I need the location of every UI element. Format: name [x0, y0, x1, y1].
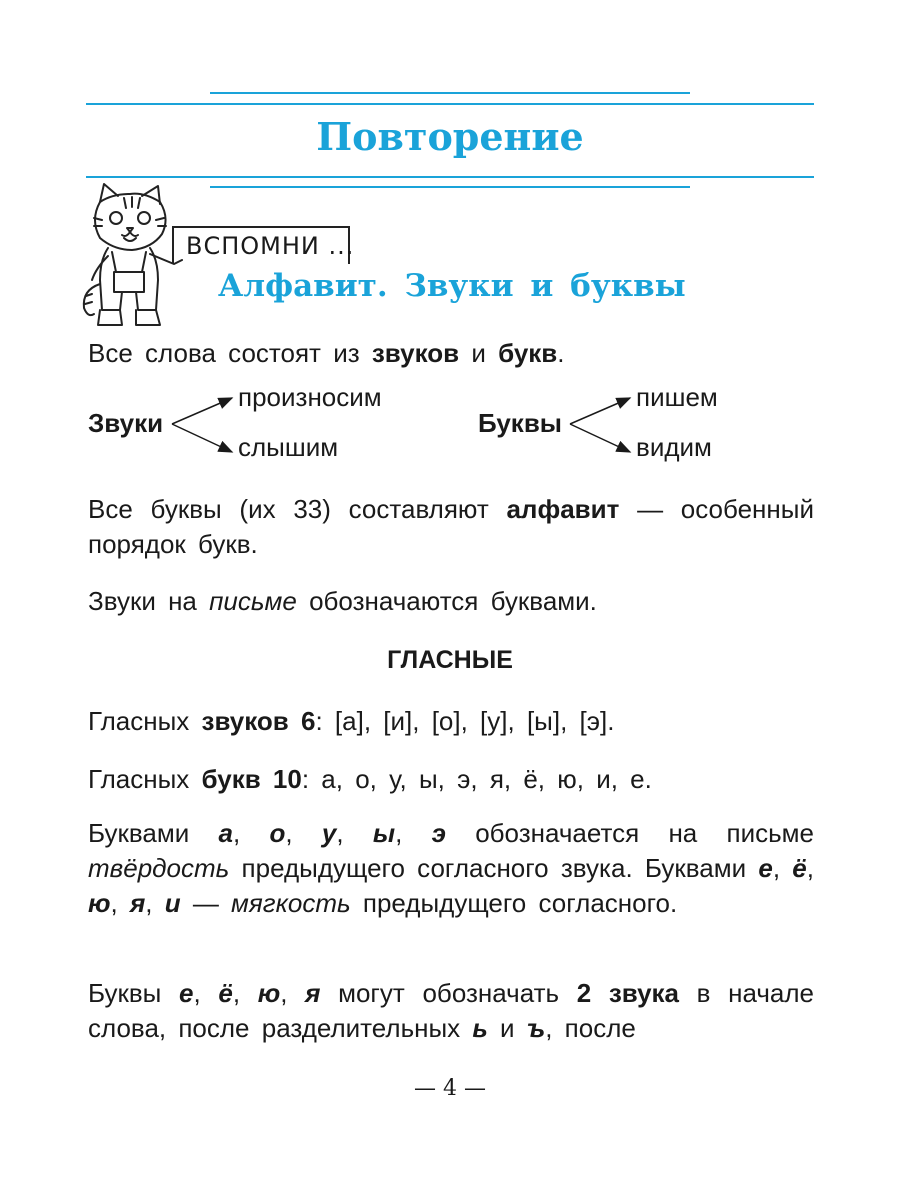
two-sounds-text: Буквы: [88, 978, 180, 1008]
separator: ,: [232, 978, 258, 1008]
separator: ,: [806, 853, 814, 883]
separator: ,: [285, 818, 322, 848]
term-vowel-letters: букв 10: [201, 764, 302, 794]
remember-callout: ВСПОМНИ ...: [186, 232, 355, 260]
letter-yo: ё: [218, 978, 233, 1008]
diagram-letters-label: Буквы: [478, 408, 563, 438]
letter-i: и: [164, 888, 181, 918]
intro-text: Все слова состоят из: [88, 338, 372, 368]
section-title: Алфавит. Звуки и буквы: [218, 268, 686, 304]
letter-e: э: [431, 818, 446, 848]
term-hardness: твёрдость: [88, 853, 230, 883]
writing-text: обозначаются буквами.: [296, 586, 597, 616]
vowels-heading: ГЛАСНЫЕ: [387, 646, 513, 674]
hardness-text: предыдущего согласного звука. Буквами: [229, 853, 759, 883]
alphabet-text: Все буквы (их 33) составляют: [88, 494, 507, 524]
separator: ,: [336, 818, 373, 848]
vowel-sounds-paragraph: [88, 704, 814, 739]
vowel-letters-paragraph: [88, 762, 814, 797]
hardness-text: —: [180, 888, 232, 918]
letter-soft-sign: ь: [472, 1013, 488, 1043]
writing-paragraph: [88, 584, 814, 619]
separator: ,: [193, 978, 219, 1008]
hardness-text: обозначается на письме: [445, 818, 815, 848]
term-sounds: звуков: [371, 338, 460, 368]
term-alphabet: алфавит: [506, 494, 620, 524]
intro-text: .: [557, 338, 565, 368]
two-sounds-text: и: [487, 1013, 527, 1043]
separator: ,: [110, 888, 130, 918]
letter-y: ы: [372, 818, 396, 848]
letter-ya: я: [129, 888, 146, 918]
separator: ,: [232, 818, 270, 848]
letter-yo: ё: [792, 853, 807, 883]
separator: ,: [145, 888, 165, 918]
letter-a: а: [218, 818, 233, 848]
term-softness: мягкость: [231, 888, 351, 918]
two-sounds-paragraph: [88, 976, 814, 1046]
diagram-sounds-hear: слышим: [238, 432, 339, 462]
page-number: — 4 —: [414, 1076, 486, 1101]
hardness-text: предыдущего согласного.: [350, 888, 678, 918]
diagram-letters-see: видим: [636, 432, 712, 462]
letter-ye: е: [179, 978, 194, 1008]
diagram-letters-write: пишем: [636, 382, 718, 412]
letter-ya: я: [305, 978, 321, 1008]
diagram-sounds-pronounce: произносим: [238, 382, 382, 412]
letter-u: у: [321, 818, 337, 848]
separator: ,: [280, 978, 306, 1008]
hardness-paragraph: [88, 816, 814, 921]
two-sounds-text: , после: [545, 1013, 636, 1043]
term-vowel-sounds: звуков 6: [201, 706, 316, 736]
vowel-letters-text: : а, о, у, ы, э, я, ё, ю, и, е.: [301, 764, 652, 794]
two-sounds-text: в начале слова, после разделительных: [88, 978, 815, 1043]
page-title: Повторение: [316, 114, 584, 159]
separator: ,: [395, 818, 432, 848]
letter-o: о: [269, 818, 286, 848]
term-two-sounds: 2 звука: [576, 978, 680, 1008]
letter-hard-sign: ъ: [526, 1013, 546, 1043]
term-writing: письме: [209, 586, 297, 616]
letter-yu: ю: [88, 888, 111, 918]
letter-ye: е: [758, 853, 773, 883]
vowel-letters-text: Гласных: [88, 764, 202, 794]
vowel-sounds-text: : [а], [и], [о], [у], [ы], [э].: [315, 706, 615, 736]
letter-yu: ю: [257, 978, 281, 1008]
term-letters: букв: [498, 338, 558, 368]
alphabet-text: — особенный порядок букв.: [88, 494, 814, 559]
intro-text: и: [459, 338, 499, 368]
hardness-text: Буквами: [88, 818, 219, 848]
vowel-sounds-text: Гласных: [88, 706, 202, 736]
diagram-sounds-label: Звуки: [88, 408, 164, 438]
two-sounds-text: могут обозначать: [320, 978, 577, 1008]
writing-text: Звуки на: [88, 586, 210, 616]
separator: ,: [772, 853, 793, 883]
alphabet-paragraph: [88, 492, 814, 562]
